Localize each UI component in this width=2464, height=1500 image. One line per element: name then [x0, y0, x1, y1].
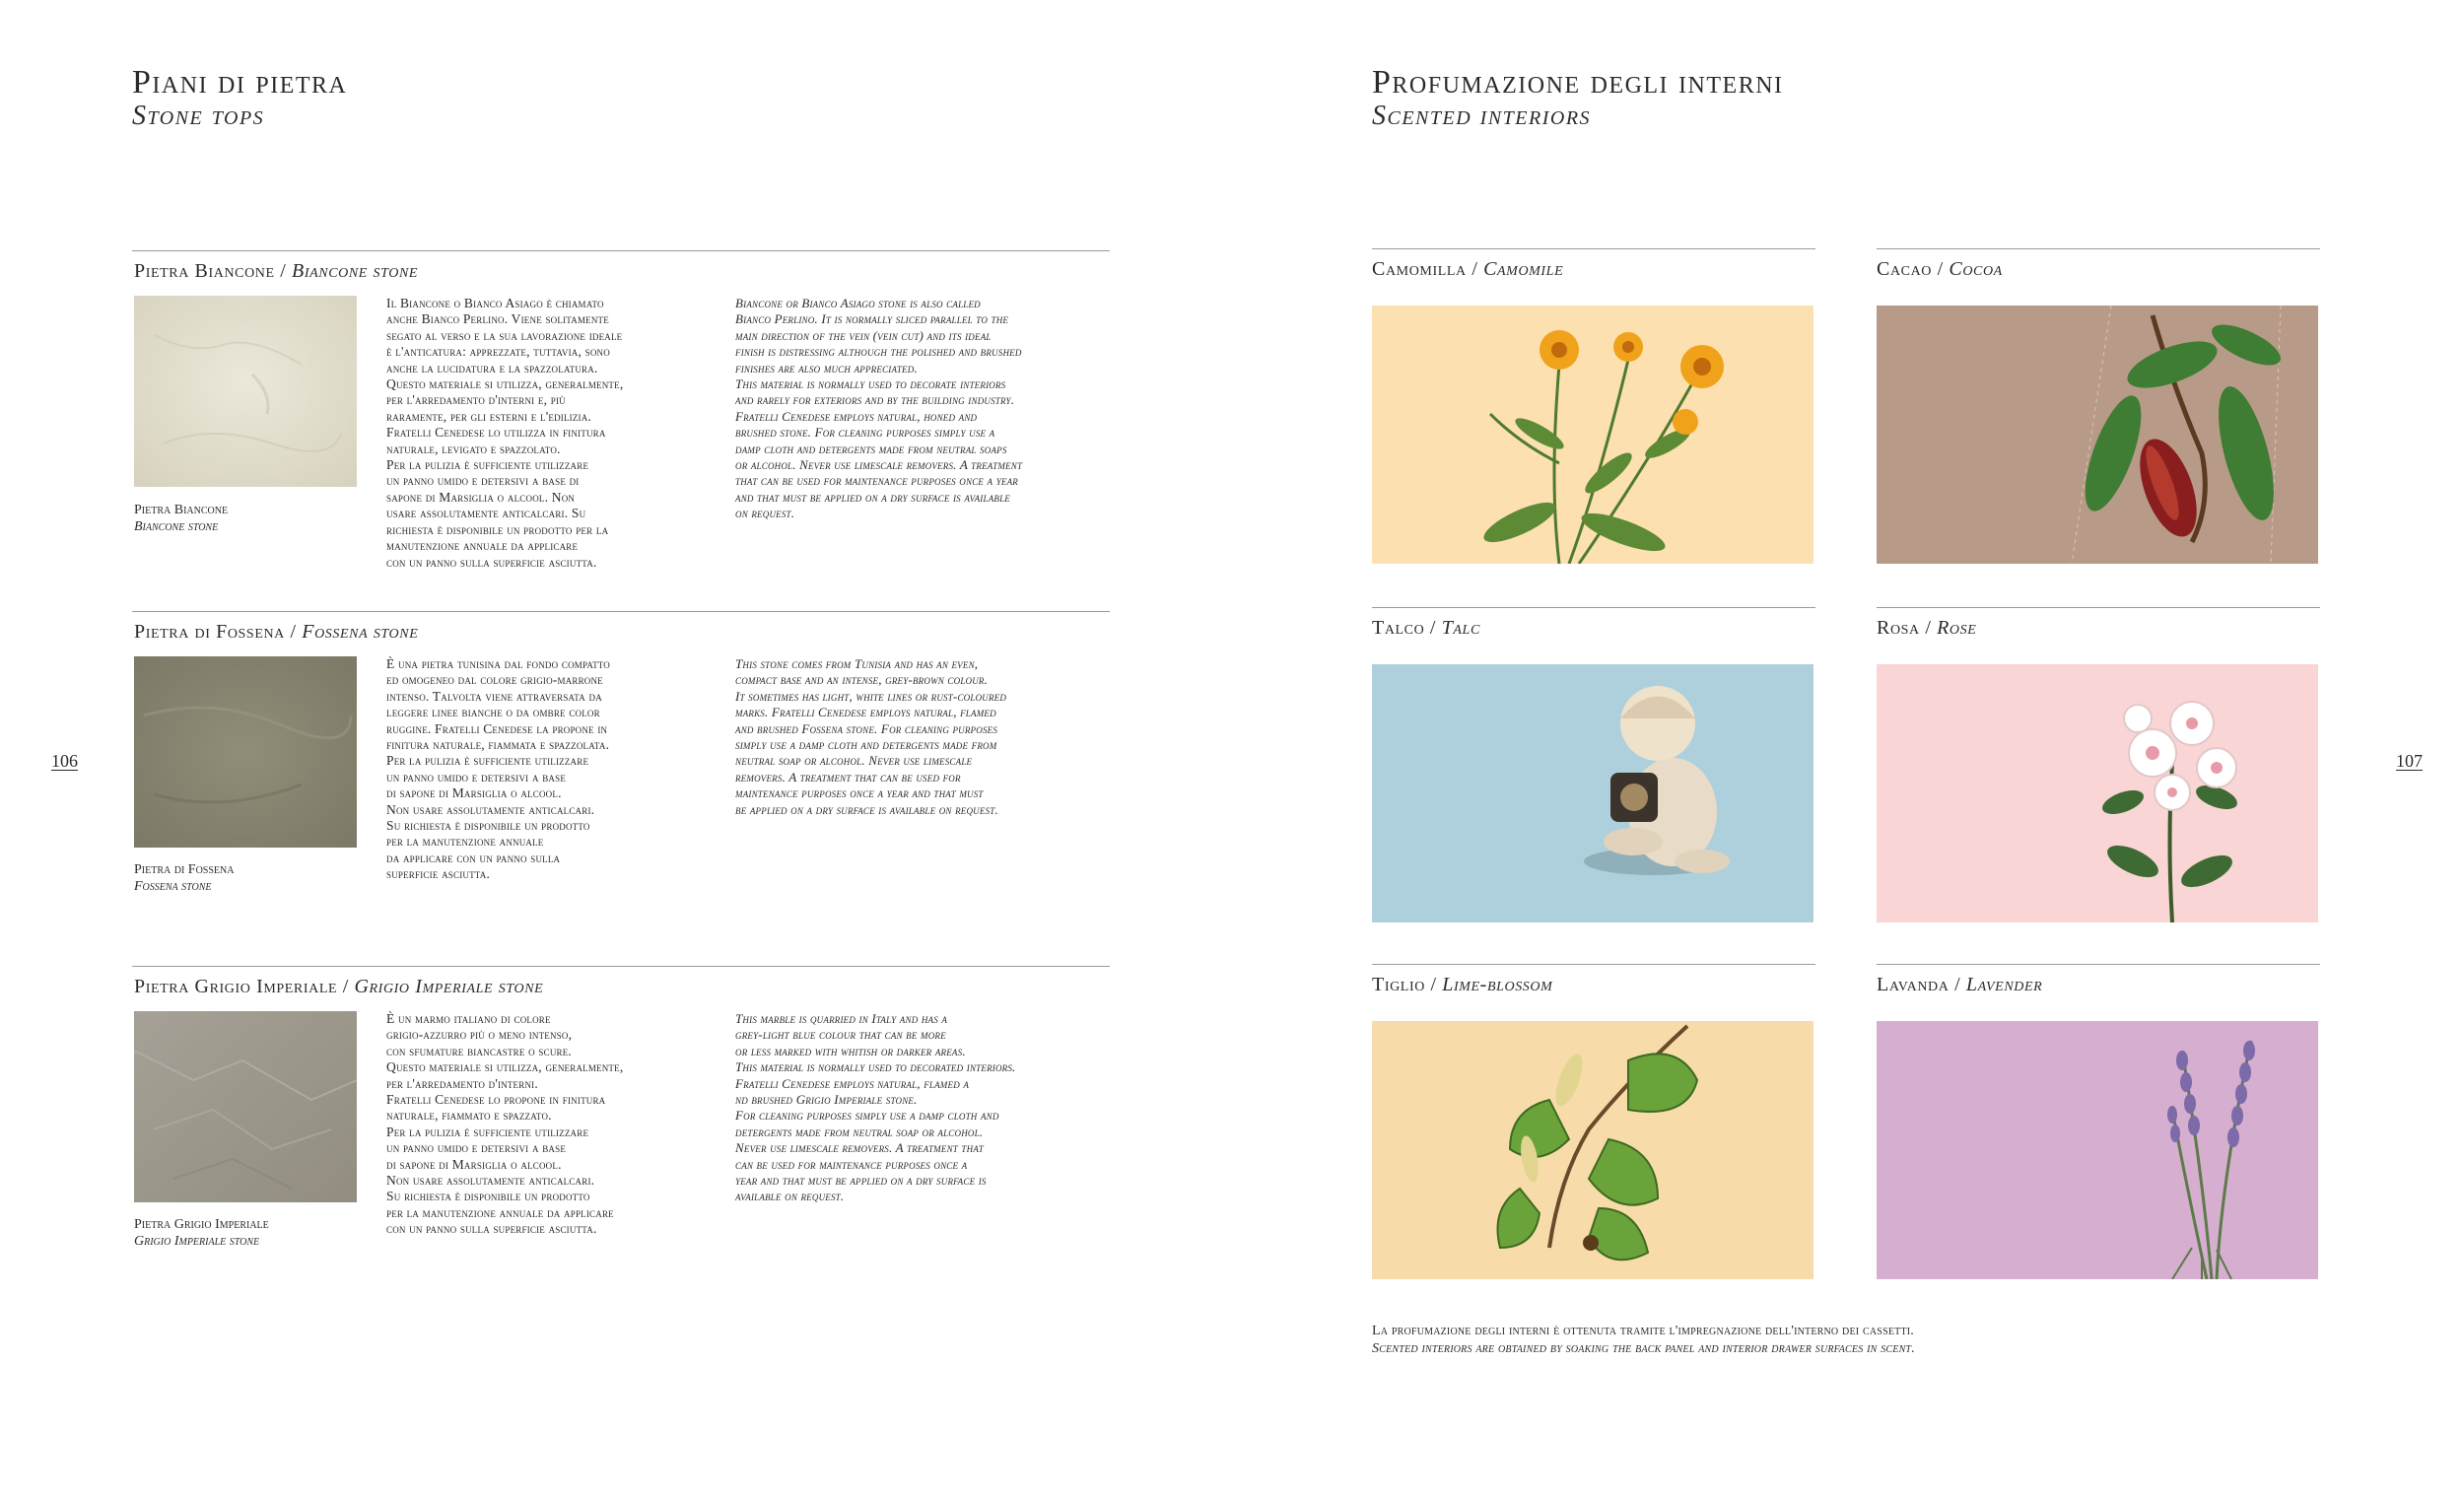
swatch-caption: [134, 1216, 269, 1250]
description-line: È una pietra tunisina dal fondo compatto: [386, 656, 611, 671]
description-line: that can be used for maintenance purposes once a year: [735, 473, 1019, 489]
scent-name-en: Cocoa: [1949, 258, 2003, 280]
description-line: For cleaning purposes simply use a damp cloth and: [735, 1108, 999, 1124]
lavender-illustration: [1877, 1021, 2318, 1279]
description-line: per la manutenzione annuale da applicare: [386, 1204, 614, 1220]
description-line: per la manutenzione annuale: [386, 834, 544, 850]
description-line: un panno umido e detersivi a base di: [386, 473, 580, 489]
scent-heading-cocoa: [1877, 258, 2003, 281]
description-line: nd brushed Grigio Imperiale stone.: [735, 1092, 918, 1108]
description-line: finish is distressing although the polished and brushed: [735, 344, 1022, 360]
scent-name-en: Talc: [1441, 617, 1480, 639]
page-number: 106: [51, 751, 78, 771]
scent-separator: /: [1424, 617, 1442, 639]
description-line: be applied on a dry surface is available on request.: [735, 801, 998, 817]
description-line: con un panno sulla superficie asciutta.: [386, 1221, 597, 1237]
description-line: Il Biancone o Bianco Asiago è chiamato: [386, 296, 604, 310]
page-title: Profumazione degli interni: [1372, 64, 1784, 101]
caption-it: Pietra di Fossena: [134, 862, 235, 877]
description-line: Su richiesta è disponibile un prodotto: [386, 818, 590, 834]
description-line: grey-light blue colour that can be more: [735, 1027, 946, 1043]
page-title: Piani di pietra: [132, 64, 348, 101]
description-line: damp cloth and detergents made from neutral soaps: [735, 441, 1007, 456]
scent-separator: /: [1466, 258, 1484, 280]
description-line: Bianco Perlino. It is normally sliced parallel to the: [735, 311, 1009, 327]
section-divider: [132, 611, 1110, 612]
caption-en: Grigio Imperiale stone: [134, 1234, 260, 1249]
footnote-it: La profumazione degli interni è ottenuta tramite l'impregnazione dell'interno dei cassetti.: [1372, 1324, 1914, 1338]
description-line: main direction of the vein (vein cut) and its ideal: [735, 327, 992, 343]
camomile-illustration: [1372, 306, 1814, 564]
description-line: Fratelli Cenedese employs natural, flamed a: [735, 1075, 970, 1091]
description-line: or alcohol. Never use limescale removers. A treatment: [735, 457, 1023, 473]
swatch-caption: [134, 861, 234, 895]
caption-it: Pietra Biancone: [134, 503, 229, 517]
description-line: per l'arredamento d'interni e, più: [386, 392, 566, 408]
description-line: È un marmo italiano di colore: [386, 1011, 551, 1026]
description-line: detergents made from neutral soap or alcohol.: [735, 1124, 984, 1139]
description-line: Biancone or Bianco Asiago stone is also called: [735, 296, 981, 310]
description-line: Never use limescale removers. A treatment that: [735, 1140, 984, 1156]
scent-separator: /: [1424, 974, 1443, 995]
rose-illustration: [1877, 664, 2318, 922]
description-line: naturale, fiammato e spazzato.: [386, 1108, 552, 1124]
description-line: da applicare con un panno sulla: [386, 850, 561, 865]
heading-it: Pietra Grigio Imperiale: [134, 976, 338, 997]
scent-heading-rose: [1877, 617, 1976, 640]
footnote-en: Scented interiors are obtained by soaking the back panel and interior drawer surfaces in scent.: [1372, 1341, 1915, 1356]
description-line: anche la lucidatura e la spazzolatura.: [386, 360, 598, 375]
caption-en: Biancone stone: [134, 519, 219, 534]
scent-name-it: Lavanda: [1877, 974, 1950, 995]
scent-name-it: Cacao: [1877, 258, 1933, 280]
caption-en: Fossena stone: [134, 879, 212, 894]
heading-en: Fossena stone: [302, 621, 419, 643]
description-line: Per la pulizia è sufficiente utilizzare: [386, 1124, 589, 1139]
description-line: Su richiesta è disponibile un prodotto: [386, 1189, 590, 1204]
stone-swatch-fossena: [134, 656, 357, 848]
right-page: [1232, 0, 2464, 1500]
description-line: simply use a damp cloth and detergents made from: [735, 737, 997, 753]
heading-en: Biancone stone: [292, 260, 419, 282]
description-line: This stone comes from Tunisia and has an even,: [735, 656, 979, 671]
description-line: maintenance purposes once a year and that must: [735, 785, 984, 801]
scent-name-it: Tiglio: [1372, 974, 1425, 995]
scent-name-en: Lime-blossom: [1442, 974, 1553, 995]
description-line: Questo materiale si utilizza, generalmente,: [386, 376, 624, 392]
description-line: finitura naturale, fiammata e spazzolata.: [386, 737, 610, 753]
caption-it: Pietra Grigio Imperiale: [134, 1217, 269, 1232]
description-line: on request.: [735, 506, 795, 521]
description-line: available on request.: [735, 1189, 845, 1204]
scent-name-it: Talco: [1372, 617, 1425, 639]
lime-blossom-illustration: [1372, 1021, 1814, 1279]
scent-heading-lavender: [1877, 974, 2042, 996]
heading-en: Grigio Imperiale stone: [354, 976, 544, 997]
description-line: Fratelli Cenedese lo utilizza in finitura: [386, 425, 606, 441]
description-line: This marble is quarried in Italy and has a: [735, 1011, 948, 1026]
swatch-caption: [134, 502, 228, 535]
description-line: raramente, per gli esterni e l'edilizia.: [386, 408, 592, 424]
cocoa-illustration: [1877, 306, 2318, 564]
description-line: con un panno sulla superficie asciutta.: [386, 554, 597, 570]
description-line: Per la pulizia è sufficiente utilizzare: [386, 457, 589, 473]
heading-separator: /: [274, 260, 293, 282]
description-line: compact base and an intense, grey-brown colour.: [735, 672, 989, 688]
description-line: grigio-azzurro più o meno intenso,: [386, 1027, 573, 1043]
scent-name-en: Lavender: [1965, 974, 2043, 995]
section-heading-fossena: [134, 621, 418, 644]
doll-illustration: [1372, 664, 1814, 922]
description-line: It sometimes has light, white lines or rust-coloured: [735, 688, 1007, 704]
description-line: and that must be applied on a dry surface is available: [735, 489, 1011, 505]
description-line: ruggine. Fratelli Cenedese la propone in: [386, 720, 608, 736]
stone-swatch-grigio-imperiale: [134, 1011, 357, 1202]
heading-it: Pietra Biancone: [134, 260, 275, 282]
description-line: year and that must be applied on a dry surface is: [735, 1173, 987, 1189]
page-subtitle: Scented interiors: [1372, 101, 1592, 131]
section-divider: [1372, 607, 1815, 608]
scent-separator: /: [1932, 258, 1950, 280]
biancone-texture: [134, 296, 357, 487]
description-line: usare assolutamente anticalcari. Su: [386, 506, 586, 521]
description-line: marks. Fratelli Cenedese employs natural, flamed: [735, 705, 996, 720]
scent-separator: /: [1919, 617, 1938, 639]
description-line: removers. A treatment that can be used for: [735, 769, 961, 784]
description-line: di sapone di Marsiglia o alcool.: [386, 1156, 562, 1172]
description-line: and brushed Fossena stone. For cleaning purposes: [735, 720, 998, 736]
description-line: manutenzione annuale da applicare: [386, 538, 579, 554]
description-line: Fratelli Cenedese lo propone in finitura: [386, 1092, 606, 1108]
description-italian: [386, 1011, 712, 1238]
description-line: and rarely for exteriors and by the building industry.: [735, 392, 1015, 408]
description-line: This material is normally used to decorate interiors: [735, 376, 1006, 392]
description-line: leggere linee bianche o da ombre color: [386, 705, 600, 720]
scent-footnote: [1372, 1323, 2358, 1358]
section-divider: [1372, 248, 1815, 249]
section-heading-grigio-imperiale: [134, 976, 543, 998]
description-line: neutral soap or alcohol. Never use limescale: [735, 753, 973, 769]
description-line: un panno umido e detersivi a base: [386, 769, 567, 784]
description-line: Per la pulizia è sufficiente utilizzare: [386, 753, 589, 769]
description-line: richiesta è disponibile un prodotto per la: [386, 521, 609, 537]
description-english: [735, 1011, 1110, 1205]
description-line: brushed stone. For cleaning purposes simply use a: [735, 425, 995, 441]
stone-swatch-biancone: [134, 296, 357, 487]
description-line: naturale, levigato e spazzolato.: [386, 441, 561, 456]
fossena-texture: [134, 656, 357, 848]
scent-name-it: Rosa: [1877, 617, 1920, 639]
description-line: can be used for maintenance purposes once a: [735, 1156, 968, 1172]
description-line: Non usare assolutamente anticalcari.: [386, 1173, 595, 1189]
description-line: anche Bianco Perlino. Viene solitamente: [386, 311, 609, 327]
page-subtitle: Stone tops: [132, 101, 265, 131]
heading-it: Pietra di Fossena: [134, 621, 285, 643]
description-line: un panno umido e detersivi a base: [386, 1140, 567, 1156]
page-number: 107: [2396, 751, 2423, 771]
heading-separator: /: [337, 976, 355, 997]
heading-separator: /: [284, 621, 303, 643]
description-line: sapone di Marsiglia o alcool. Non: [386, 489, 576, 505]
scent-separator: /: [1949, 974, 1966, 995]
description-italian: [386, 296, 712, 571]
section-divider: [1877, 964, 2320, 965]
section-divider: [1877, 607, 2320, 608]
section-divider: [1877, 248, 2320, 249]
scent-name-en: Camomile: [1483, 258, 1564, 280]
scent-heading-camomile: [1372, 258, 1563, 281]
description-line: ed omogeneo dal colore grigio-marrone: [386, 672, 603, 688]
scent-name-it: Camomilla: [1372, 258, 1467, 280]
description-english: [735, 656, 1110, 818]
description-line: segato al verso e la sua lavorazione ideale: [386, 327, 623, 343]
description-line: per l'arredamento d'interni.: [386, 1075, 538, 1091]
description-english: [735, 296, 1110, 522]
description-line: Questo materiale si utilizza, generalmente,: [386, 1059, 624, 1075]
scent-name-en: Rose: [1937, 617, 1977, 639]
description-line: è l'anticatura: apprezzate, tuttavia, sono: [386, 344, 610, 360]
description-line: finishes are also much appreciated.: [735, 360, 918, 375]
description-italian: [386, 656, 712, 883]
section-divider: [132, 966, 1110, 967]
description-line: This material is normally used to decorated interiors.: [735, 1059, 1016, 1075]
description-line: Fratelli Cenedese employs natural, honed and: [735, 408, 978, 424]
section-divider: [132, 250, 1110, 251]
description-line: superficie asciutta.: [386, 866, 491, 882]
scent-heading-lime-blossom: [1372, 974, 1552, 996]
description-line: con sfumature biancastre o scure.: [386, 1043, 573, 1058]
section-heading-biancone: [134, 260, 418, 283]
description-line: Non usare assolutamente anticalcari.: [386, 801, 595, 817]
grigio-imperiale-texture: [134, 1011, 357, 1202]
scent-heading-talc: [1372, 617, 1480, 640]
section-divider: [1372, 964, 1815, 965]
description-line: intenso. Talvolta viene attraversata da: [386, 688, 602, 704]
description-line: or less marked with whitish or darker areas.: [735, 1043, 966, 1058]
description-line: di sapone di Marsiglia o alcool.: [386, 785, 562, 801]
